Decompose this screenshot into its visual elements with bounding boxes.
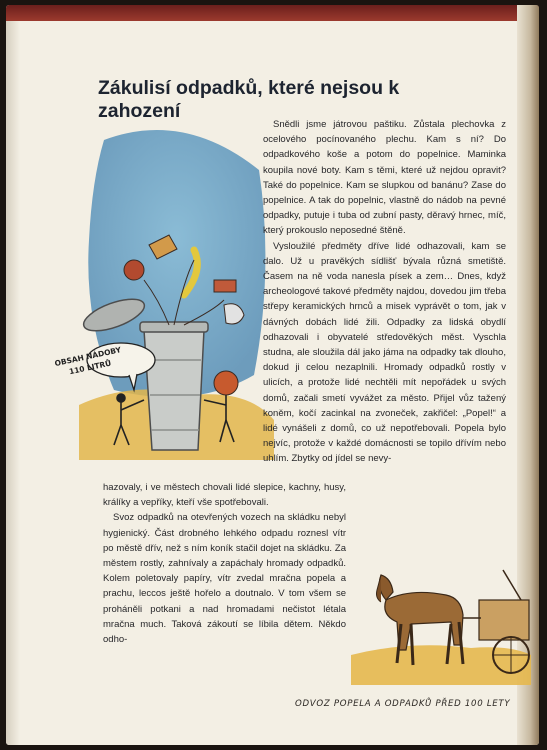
paragraph-2: Vysloužilé předměty dříve lidé odhazovali, kam se dalo. Už u pravěkých sídlišť bývala různá smetiště. Časem na ně voda nanesla písek a zem… Dnes, když archeologové takové předměty najdou, dovedou jim třeba střepy keramických hrnců a misek vyprávět o tom, jak v dávných dobách lidé žili. Odpadky za lidská obydlí odhazovali i obyvatelé středověkých měst. Vyschla studna, ale sloužila dál jako jáma na odpadky tak dlouho, dokud ji celou nezaplnili. Hromady odpadků rostly v ulicích, a protože lidé nechtěli mít nepořádek u svých domů, začali smetí vyvážet za město. Přijel vůz tažený koněm, kočí zacinkal na zvoneček, zakřičel: „Popel!“ a lidé vynášeli z domů, co už nepotřebovali. Popela bylo nejvíc, protože v každé domácnosti se topilo dřívím nebo uhlím. Zbytky od jídel se nevy- bbox=[263, 240, 506, 465]
trash-bin-icon bbox=[140, 322, 208, 450]
paragraph-3: hazovaly, i ve městech chovali lidé slepice, kachny, husy, králíky a vepříky, kteří vše spotřebovali. bbox=[103, 482, 346, 509]
page-top-edge bbox=[6, 5, 539, 21]
trash-bin-illustration bbox=[74, 120, 274, 470]
gutter-shadow bbox=[6, 21, 20, 745]
text-continuation bbox=[103, 480, 346, 647]
horse-cart-illustration bbox=[351, 560, 531, 695]
illustration-caption: ODVOZ POPELA A ODPADKŮ PŘED 100 LETY bbox=[295, 699, 511, 709]
text-column bbox=[263, 117, 506, 467]
paragraph-4: Svoz odpadků na otevřených vozech na skládku nebyl hygienický. Část drobného lehkého odpadu roznesl vítr po městě dřív, než s ním koník stačil dojet na skládku. Za městem rostly, zahnívaly a zapáchaly hromady odpadků. Kolem poletovaly papíry, vítr zvedal mračna popela a prachu, leccos ještě hořelo a doutnalo. V tom všem se proháněli potkani a nad hromadami nečistot létala mračna much. Taková zákoutí se líbila dětem. Někdo odho- bbox=[103, 512, 346, 646]
bin-label: OBSAH NÁDOBY 110 LITRŮ bbox=[53, 345, 122, 377]
book-page bbox=[6, 5, 539, 745]
page-title: Zákulisí odpadků, které nejsou k zahození bbox=[98, 77, 400, 122]
paragraph-1: Snědli jsme játrovou paštiku. Zůstala plechovka z ocelového pocínovaného plechu. Kam s ní? Do odpadkového koše a potom do popelnice. Maminka koupila nové boty. Kam s těmi, které už nejdou opravit? Také do popelnice. Kam se slupkou od banánu? Zase do popelnice. A tak do popelnic, vlastně do nádob na pevné odpadky, putuje i tuba od zubní pasty, děravý hrnec, míč, který prokouslo neposedné štěně. bbox=[263, 119, 506, 237]
